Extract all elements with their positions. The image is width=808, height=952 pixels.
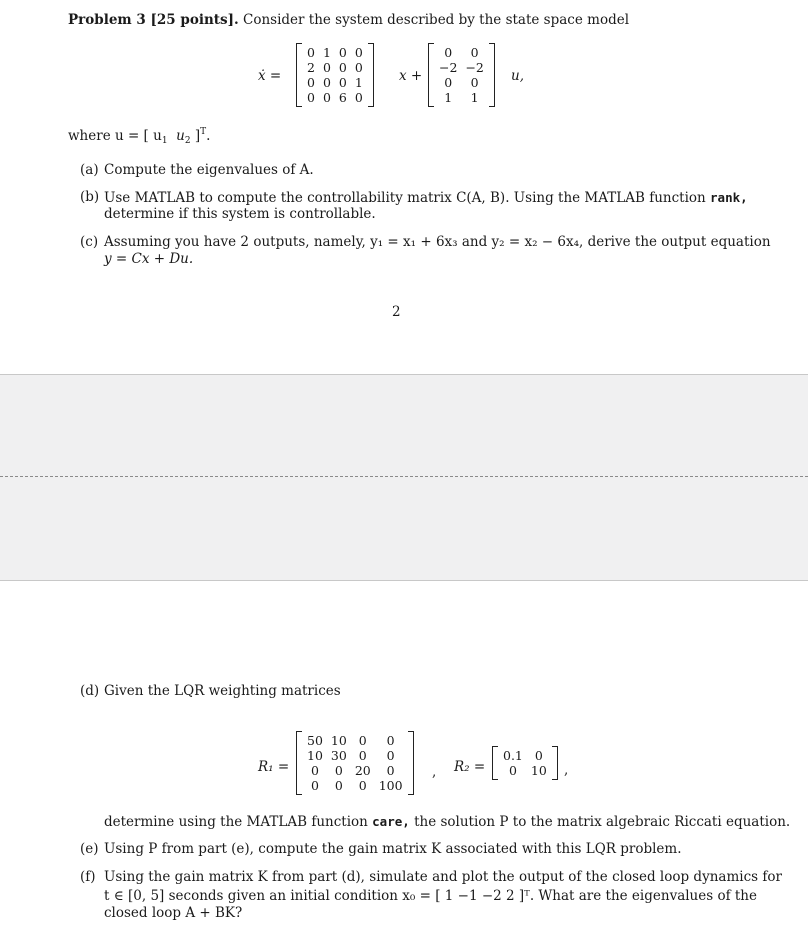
matrix-R1-cell: 0 (386, 733, 395, 748)
part-f-text2: t ∈ [0, 5] seconds given an initial condition x₀ = [ 1 −1 −2 2 ]ᵀ. What are the eigenvalues of the (104, 888, 757, 904)
part-a-text: Compute the eigenvalues of A. (104, 162, 314, 178)
matrix-B-row (435, 60, 488, 75)
part-c-text1: Assuming you have 2 outputs, namely, y₁ = x₁ + 6x₃ and y₂ = x₂ − 6x₄, derive the output equation (104, 234, 771, 250)
u-label: u, (511, 68, 524, 84)
matrix-R1-cell: 0 (334, 763, 343, 778)
matrix-A-cell: 0 (322, 90, 331, 105)
part-d-after-code: care, (372, 814, 410, 829)
matrix-A-cell: 1 (322, 45, 331, 60)
matrix-B-cell: −2 (465, 60, 484, 75)
page-number: 2 (392, 304, 401, 320)
part-d-label: (d) (80, 683, 100, 699)
matrix-R1-cell: 0 (358, 748, 367, 763)
matrix-A-row (303, 90, 367, 105)
matrix-A-cell: 0 (307, 90, 315, 105)
matrix-B (428, 43, 495, 107)
matrix-A-cell: 0 (354, 90, 363, 105)
part-f-label: (f) (80, 869, 96, 885)
part-b-text1: Use MATLAB to compute the controllability matrix C(A, B). Using the MATLAB function (104, 190, 706, 206)
matrix-A-cell: 6 (338, 90, 347, 105)
matrix-A-row (303, 60, 367, 75)
part-f-text1: Using the gain matrix K from part (d), simulate and plot the output of the closed loop dynamics for (104, 869, 782, 885)
matrix-R1-cell: 30 (330, 748, 347, 763)
x-plus-label: x + (399, 68, 423, 84)
matrix-B-cell: −2 (439, 60, 458, 75)
matrix-R1-row (303, 748, 407, 763)
matrix-A-row (303, 75, 367, 90)
matrix-R2-cell: 0 (508, 763, 517, 778)
matrix-A-cell: 0 (338, 60, 347, 75)
matrix-A-cell: 0 (307, 45, 315, 60)
part-a (80, 162, 99, 179)
matrix-A-cell: 1 (354, 75, 363, 90)
matrix-A (296, 43, 374, 107)
matrix-R1-cell: 0 (358, 733, 367, 748)
matrix-B-cell: 0 (444, 75, 453, 90)
matrix-B-cell: 0 (444, 45, 453, 60)
matrix-R1-cell: 0 (310, 778, 319, 793)
matrix-R2 (492, 746, 558, 780)
matrix-A-cell: 0 (338, 75, 347, 90)
matrix-R2-cell: 10 (530, 763, 547, 778)
matrix-A-cell: 0 (354, 60, 363, 75)
part-b-line1 (104, 189, 748, 207)
page-gap (0, 374, 808, 581)
part-d-after (104, 813, 790, 831)
part-b-code: rank, (710, 190, 748, 205)
matrix-R1-cell: 20 (354, 763, 371, 778)
matrix-A-cell: 0 (322, 75, 331, 90)
page-break-line (0, 476, 808, 477)
R2-label: R₂ = (454, 759, 486, 775)
part-d-after-text2: the solution P to the matrix algebraic Riccati equation. (414, 814, 791, 830)
problem-intro: Consider the system described by the state space model (243, 12, 630, 28)
matrix-B-row (435, 45, 488, 60)
matrix-R2-cell: 0.1 (503, 748, 523, 763)
part-d-after-text1: determine using the MATLAB function (104, 814, 368, 830)
part-b-label: (b) (80, 189, 100, 205)
where-u-line: where u = [ $u_1$ $u_2$ ]$^T$. (68, 127, 211, 146)
matrix-A-cell: 0 (338, 45, 347, 60)
matrix-R1-cell: 0 (386, 748, 395, 763)
matrix-R1-cell: 50 (307, 733, 323, 748)
comma-sep: , (432, 764, 437, 780)
part-c-label: (c) (80, 234, 99, 250)
matrix-R1-row (303, 778, 407, 793)
matrix-A-row (303, 45, 367, 60)
matrix-R1 (296, 731, 414, 795)
problem-header (68, 12, 629, 29)
matrix-B-cell: 0 (470, 75, 479, 90)
part-f-text3: closed loop A + BK? (104, 905, 243, 921)
matrix-R1-cell: 10 (307, 748, 323, 763)
matrix-A-cell: 2 (307, 60, 315, 75)
part-e-text: Using P from part (e), compute the gain matrix K associated with this LQR problem. (104, 841, 682, 857)
matrix-B-cell: 1 (470, 90, 479, 105)
matrix-A-cell: 0 (322, 60, 331, 75)
matrix-B-row (435, 90, 488, 105)
matrix-R1-cell: 100 (378, 778, 403, 793)
matrix-B-row (435, 75, 488, 90)
matrix-R1-cell: 0 (334, 778, 343, 793)
where-text: where u = [ u (68, 128, 162, 144)
xdot-label: ẋ = (258, 68, 282, 84)
R1-label: R₁ = (258, 759, 290, 775)
problem-label: Problem 3 [25 points]. (68, 12, 239, 28)
part-a-label: (a) (80, 162, 99, 178)
matrix-R1-cell: 10 (330, 733, 347, 748)
matrix-R1-cell: 0 (358, 778, 367, 793)
matrix-R1-row (303, 733, 407, 748)
matrix-R1-cell: 0 (310, 763, 319, 778)
matrix-A-cell: 0 (307, 75, 315, 90)
comma-after-R2: , (564, 762, 569, 778)
matrix-R2-row (499, 763, 551, 778)
matrix-R1-cell: 0 (386, 763, 395, 778)
part-c-text2: y = Cx + Du. (104, 251, 194, 267)
matrix-R2-cell: 0 (534, 748, 543, 763)
matrix-R1-row (303, 763, 407, 778)
part-b-text2: determine if this system is controllable. (104, 206, 376, 222)
matrix-R2-row (499, 748, 551, 763)
matrix-B-cell: 0 (470, 45, 479, 60)
matrix-B-cell: 1 (444, 90, 453, 105)
part-e-label: (e) (80, 841, 99, 857)
matrix-A-cell: 0 (354, 45, 363, 60)
part-d-text: Given the LQR weighting matrices (104, 683, 341, 699)
